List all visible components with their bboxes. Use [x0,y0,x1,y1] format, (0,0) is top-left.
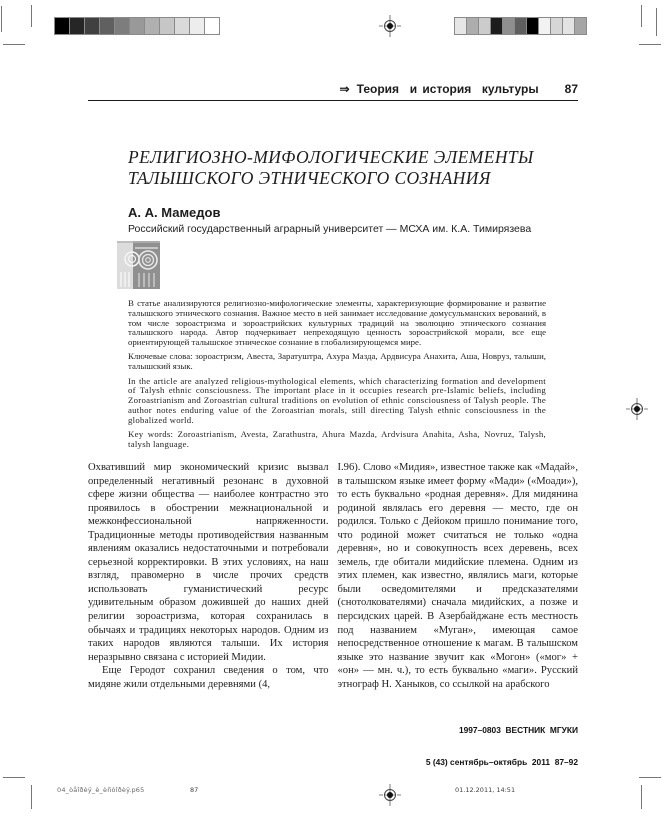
page-number: 87 [564,82,578,96]
calibration-swatch [69,17,85,35]
crop-mark [641,5,642,27]
section-arrow-icon: ⇒ [339,82,350,96]
calibration-swatch [84,17,100,35]
abstract-russian: В статье анализируются религиозно-мифологические элементы, характеризующие формирование и развитие талышского этнического сознания. Важное место в ней занимает исследование домусульманских верований, в том числе зороастризма и зороастрийских культурных традиций на эволюцию этнического сознания талышского народа. Автор подчеркивает непреходящую ценность зороастрийской морали, все еще ориентирующей талышское этническое сознание в глобализирующемся мире. [128,298,546,348]
body-right-column [338,461,579,691]
calibration-swatch [189,17,205,35]
calibration-swatch [574,17,587,35]
calibration-swatch [144,17,160,35]
footer-issue-line: 5 (43) сентябрь–октябрь 2011 87–92 [425,756,578,767]
calibration-strip-left [55,17,220,35]
crop-mark [641,785,642,809]
crop-mark [31,5,32,27]
calibration-swatch [174,17,190,35]
paragraph: Еще Геродот сохранил сведения о том, что мидяне жили отдельными деревнями (4, [88,665,329,690]
article-title [128,147,588,188]
calibration-swatch [129,17,145,35]
keywords-english: Key words: Zoroastrianism, Avesta, Zarathustra, Ahura Mazda, Ardvisura Anahita, Asha, Novruz, Talysh, talysh language. [128,429,546,449]
calibration-swatch [204,17,220,35]
abstract-english: In the article are analyzed religious-mythological elements, which characterizing formation and development of Talysh ethnic consciousness. The important place in it occupies research pre-Islamic beliefs, including Zoroastrianism and Zoroastrian cultural traditions on evolution of ethnic consciousness of Talysh people. The author notes enduring value of the Zoroastrian morals, still directing Talysh ethnic consciousness in the globalized world. [128,375,546,425]
column-capital-icon [117,241,160,289]
paragraph: Охвативший мир экономический кризис вызвал определенный негативный резонанс в духовной сфере жизни общества — наиболее контрастно это проявилось в обострении межнациональной и межконфессиональной напряженности. Традиционные методы противодействия названным явлениям оказались недостаточными и потребовали серьезной корректировки. В этих условиях, на наш взгляд, правомерно в числе прочих средств использовать гуманистический ресурс удивительным образом дожившей до наших дней религии зороастризма, которая сохранилась в обычаях и традициях некоторых народов. Одним из таких народов являются талыши. Их история неразрывно связана с историей Мидии. [88,462,329,663]
print-page-number: 87 [190,786,199,794]
calibration-swatch [114,17,130,35]
crop-mark [639,44,661,45]
journal-imprint [88,704,578,788]
calibration-swatch [99,17,115,35]
section-title: Теория и история культуры [356,82,539,96]
author-name: А. А. Мамедов [128,205,221,220]
abstract-block [128,299,546,454]
crop-mark [1,6,2,32]
body-left-column [88,461,329,691]
body-columns [88,461,578,691]
running-head [88,82,578,101]
keywords-russian: Ключевые слова: зороастризм, Авеста, Заратуштра, Ахура Мазда, Ардвисура Анахита, Аша, Новруз, талыши, талышский язык. [128,351,546,372]
article-title-line1: РЕЛИГИОЗНО-МИФОЛОГИЧЕСКИЕ ЭЛЕМЕНТЫ [128,147,534,167]
crop-mark [639,777,661,778]
crop-mark [656,8,657,36]
crop-mark [31,785,32,809]
print-timestamp: 01.12.2011, 14:51 [455,786,516,794]
calibration-strip-right [455,17,587,35]
crop-mark [3,44,25,45]
crop-mark [3,777,25,778]
calibration-swatch [54,17,70,35]
calibration-swatch [159,17,175,35]
paragraph: I.96). Слово «Мидия», известное также как «Мадай», в талышском языке имеет форму «Мади» («Моади»), то есть буквально «родная деревня». Для мидянина родиной являлась его деревня — место, где он родился. Только с Дейоком пришло понимание того, что родиной может считаться не только «одна деревня», но и совокупность всех деревень, всех земель, где обитали мидийские племена. Одним из этих племен, как известно, являлись маги, которые были осведомителями и предсказателями (снотолкователями) сначала мидийских, а позже и персидских царей. В Азербайджане есть местность под названием «Муган», имеющая самое непосредственное отношение к магам. В талышском языке это название звучит как «Могон» («мог» + «он» — мн. ч.), то есть буквально «маги». Русский этнограф Н. Ханыков, со ссылкой на арабского [337,462,578,690]
registration-mark-icon [626,398,648,420]
footer-issn-line: 1997–0803 ВЕСТНИК МГУКИ [458,725,578,735]
author-affiliation: Российский государственный аграрный университет — МСХА им. К.А. Тимирязева [128,223,532,235]
registration-mark-icon [379,15,401,37]
article-title-line2: ТАЛЫШСКОГО ЭТНИЧЕСКОГО СОЗНАНИЯ [128,167,491,188]
print-filename: 04_òåîðèÿ_è_èñòîðèÿ.p65 [57,786,145,794]
